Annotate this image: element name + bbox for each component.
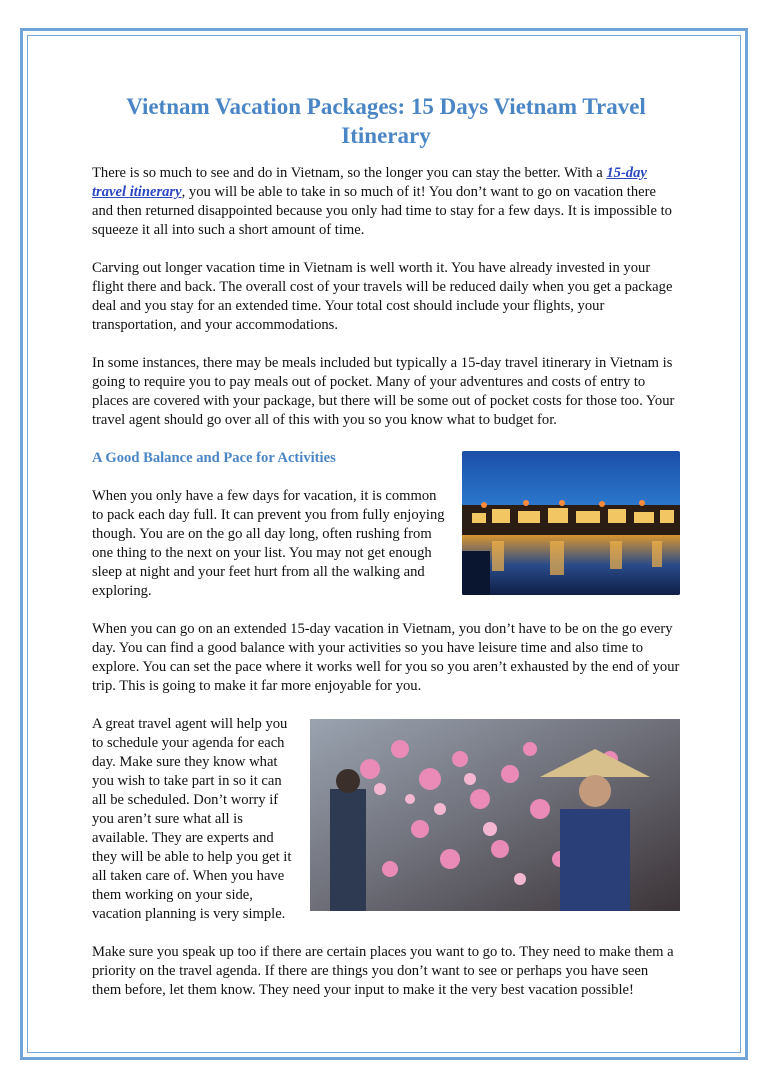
- paragraph-intro-text-b: , you will be able to take in so much of it! You don’t want to go on vacation there and then returned disappointed because you only had time to stay for a few days. It is impossible to squeeze it all into such a short amount of time.: [92, 184, 672, 238]
- paragraph-few-days: When you only have a few days for vacation, it is common to pack each day full. It can prevent you from fully enjoying though. You are on the go all day long, often rushing from one thing to the next on your list. You may not get enough sleep at night and your feet hurt from all the walking and exploring.: [92, 488, 445, 599]
- paragraph-intro: [92, 164, 680, 240]
- document-body: [92, 92, 680, 1019]
- itinerary-link[interactable]: 15-day travel itinerary: [92, 165, 647, 200]
- paragraph-intro-text-a: There is so much to see and do in Vietnam, so the longer you can stay the better. With a: [92, 165, 607, 181]
- paragraph-cost: Carving out longer vacation time in Vietnam is well worth it. You have already invested in your flight there and back. The overall cost of your travels will be reduced daily when you get a package deal and you stay for an extended time. Your total cost should include your flights, your transportation, and your accommodations.: [92, 260, 673, 333]
- section-heading: A Good Balance and Pace for Activities: [92, 450, 336, 466]
- paragraph-extended: When you can go on an extended 15-day vacation in Vietnam, you don’t have to be on the go every day. You can find a good balance with your activities so you have leisure time and also time to explore. You can set the pace where it works well for you so you aren’t exhausted by the end of your trip. This is going to make it far more enjoyable for you.: [92, 621, 680, 694]
- paragraph-meals: In some instances, there may be meals included but typically a 15-day travel itinerary in Vietnam is going to require you to pay meals out of pocket. Many of your adventures and costs of entry to places are covered with your package, but there will be some out of pocket costs for those too. Your travel agent should go over all of this with you so you know what to budget for.: [92, 355, 675, 428]
- hoi-an-night-photo: [462, 451, 680, 595]
- document-title: Vietnam Vacation Packages: 15 Days Vietnam Travel Itinerary: [126, 94, 646, 148]
- paragraph-speak-up: Make sure you speak up too if there are certain places you want to go to. They need to make them a priority on the travel agenda. If there are things you don’t want to see or perhaps you have seen them before, let them know. They need your input to make it the very best vacation possible!: [92, 944, 674, 998]
- paragraph-travel-agent: A great travel agent will help you to schedule your agenda for each day. Make sure they know what you wish to take part in so it can all be scheduled. Don’t worry if you aren’t sure what all is available. They are experts and they will be able to help you get it all taken care of. When you have them working on your side, vacation planning is very simple.: [92, 716, 292, 922]
- flower-vendor-photo: [310, 719, 680, 911]
